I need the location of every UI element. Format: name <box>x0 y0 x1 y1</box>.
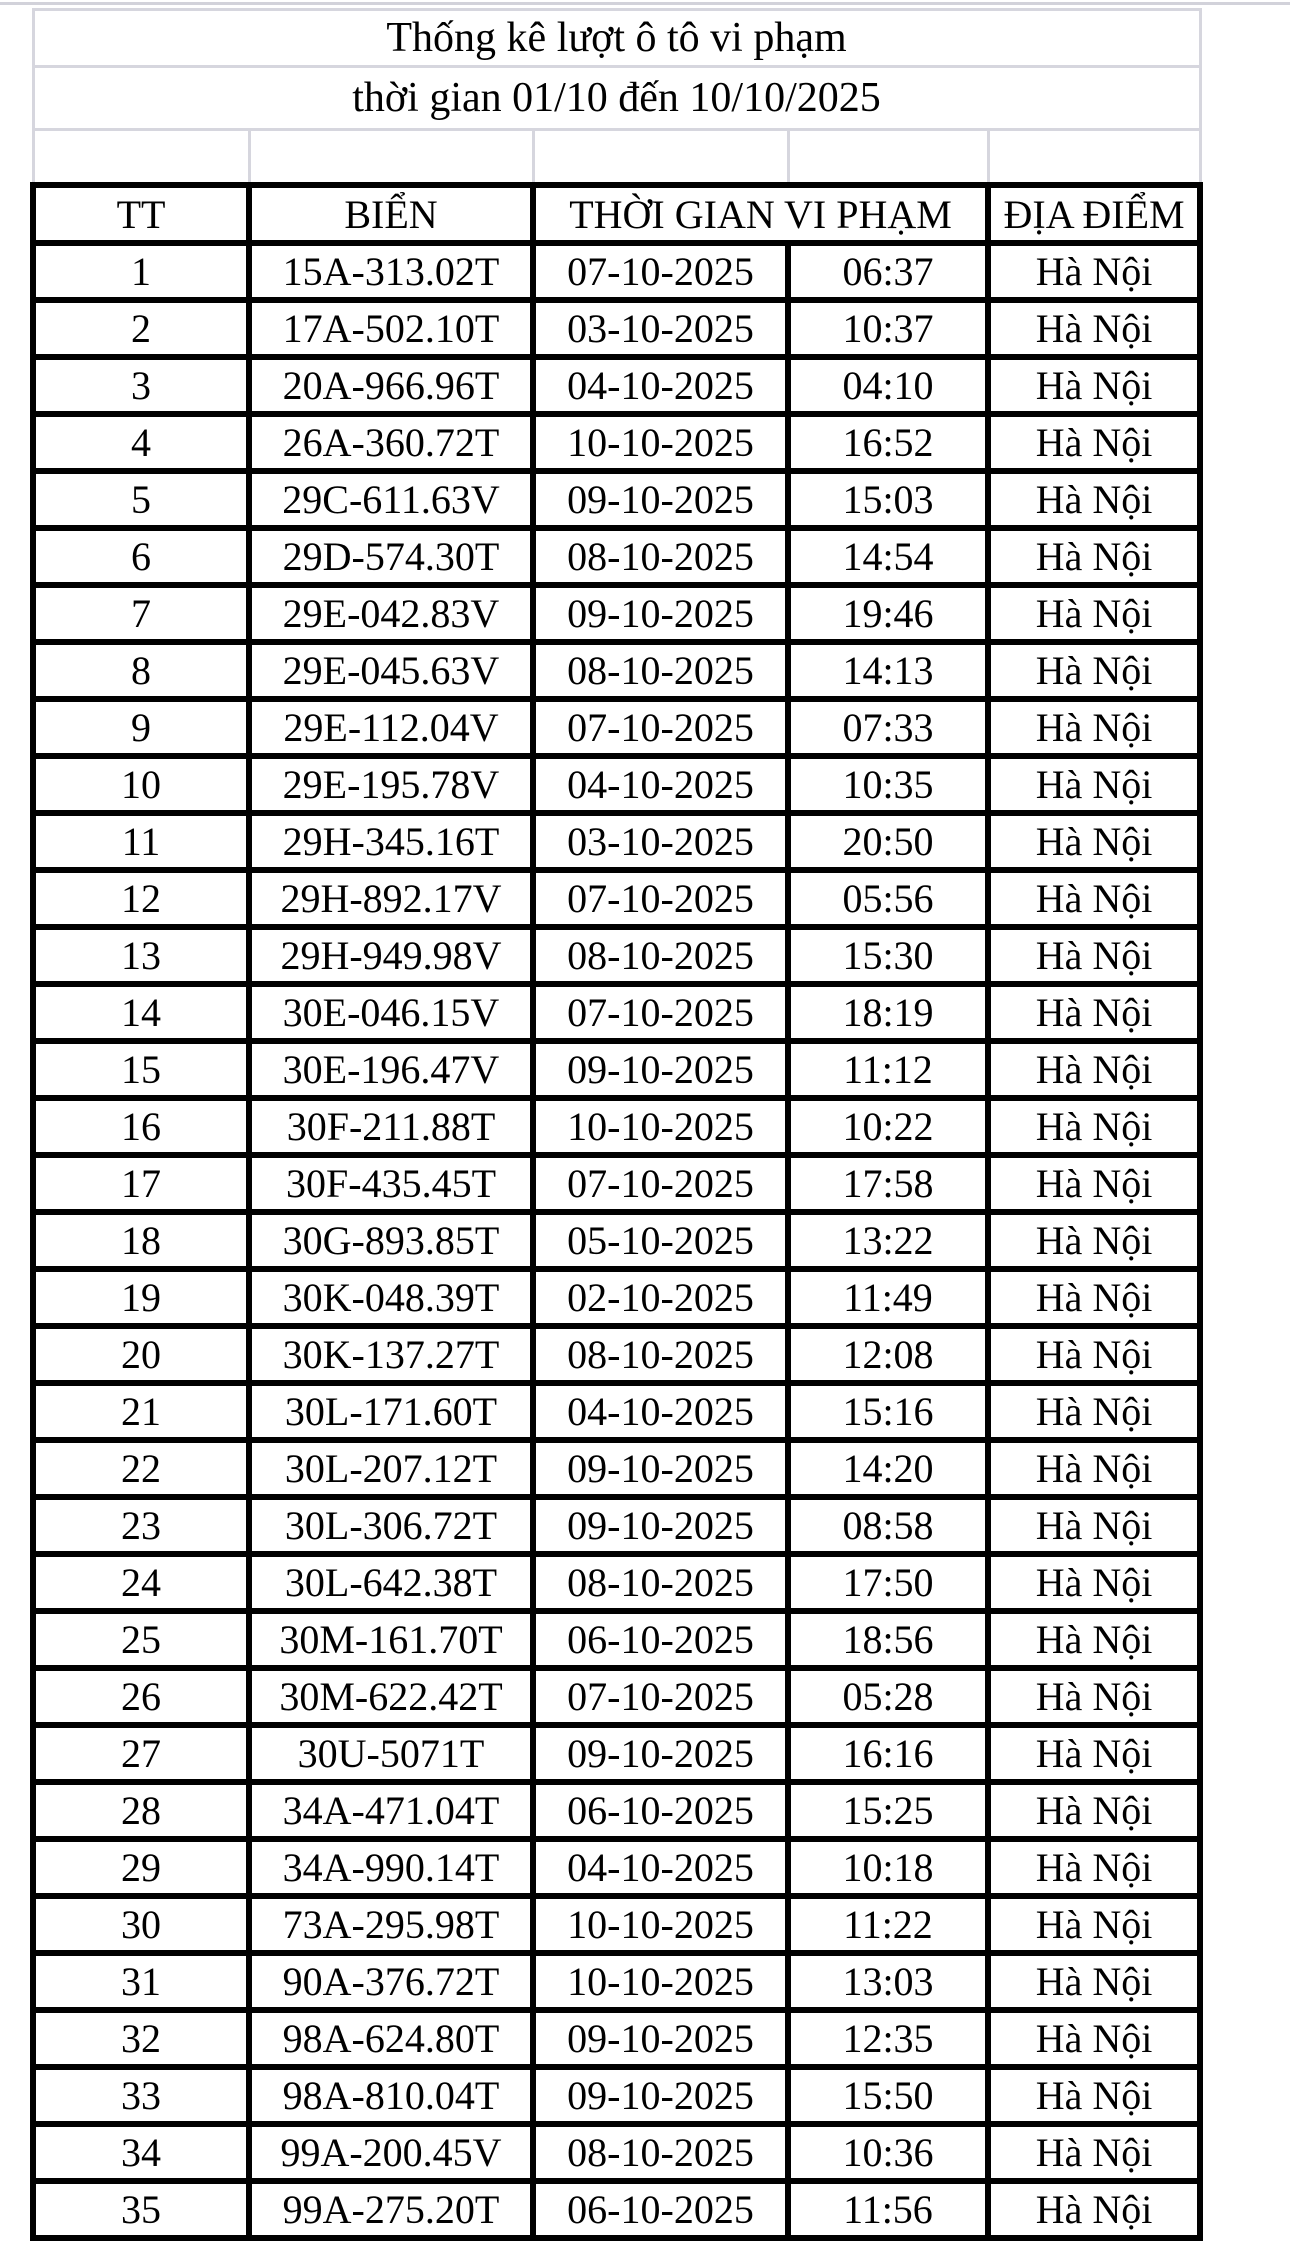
table-row <box>33 528 1200 585</box>
table-row <box>33 1383 1200 1440</box>
cell-plate: 29H-345.16T <box>249 813 533 870</box>
cell-location: Hà Nội <box>988 528 1200 585</box>
cell-date: 07-10-2025 <box>533 870 788 927</box>
cell-tt: 1 <box>33 243 249 300</box>
table-row <box>33 2124 1200 2181</box>
cell-tt: 23 <box>33 1497 249 1554</box>
cell-plate: 30L-171.60T <box>249 1383 533 1440</box>
cell-tt: 21 <box>33 1383 249 1440</box>
table-row <box>33 984 1200 1041</box>
cell-tt: 6 <box>33 528 249 585</box>
cell-location: Hà Nội <box>988 1953 1200 2010</box>
cell-location: Hà Nội <box>988 1611 1200 1668</box>
cell-location: Hà Nội <box>988 1839 1200 1896</box>
cell-plate: 29E-042.83V <box>249 585 533 642</box>
cell-tt: 4 <box>33 414 249 471</box>
spacer-cell <box>33 130 249 186</box>
cell-location: Hà Nội <box>988 1041 1200 1098</box>
table-row <box>33 1725 1200 1782</box>
cell-date: 09-10-2025 <box>533 471 788 528</box>
cell-date: 09-10-2025 <box>533 1725 788 1782</box>
cell-time: 20:50 <box>788 813 988 870</box>
cell-tt: 28 <box>33 1782 249 1839</box>
cell-time: 11:56 <box>788 2181 988 2238</box>
cell-date: 08-10-2025 <box>533 1326 788 1383</box>
cell-location: Hà Nội <box>988 1269 1200 1326</box>
cell-date: 07-10-2025 <box>533 984 788 1041</box>
cell-time: 10:35 <box>788 756 988 813</box>
cell-time: 19:46 <box>788 585 988 642</box>
cell-tt: 12 <box>33 870 249 927</box>
cell-time: 17:58 <box>788 1155 988 1212</box>
cell-date: 09-10-2025 <box>533 1041 788 1098</box>
cell-plate: 73A-295.98T <box>249 1896 533 1953</box>
spacer-cell <box>249 130 533 186</box>
cell-plate: 29D-574.30T <box>249 528 533 585</box>
cell-tt: 7 <box>33 585 249 642</box>
cell-date: 02-10-2025 <box>533 1269 788 1326</box>
cell-time: 16:52 <box>788 414 988 471</box>
cell-time: 15:16 <box>788 1383 988 1440</box>
cell-date: 04-10-2025 <box>533 1839 788 1896</box>
cell-tt: 19 <box>33 1269 249 1326</box>
table-row <box>33 1782 1200 1839</box>
cell-location: Hà Nội <box>988 1440 1200 1497</box>
header-violation-time: THỜI GIAN VI PHẠM <box>533 185 988 243</box>
cell-date: 09-10-2025 <box>533 1440 788 1497</box>
cell-time: 13:22 <box>788 1212 988 1269</box>
cell-date: 09-10-2025 <box>533 2067 788 2124</box>
violations-table <box>30 8 1203 2241</box>
table-row <box>33 699 1200 756</box>
cell-location: Hà Nội <box>988 756 1200 813</box>
cell-time: 14:54 <box>788 528 988 585</box>
cell-date: 07-10-2025 <box>533 243 788 300</box>
cell-plate: 99A-275.20T <box>249 2181 533 2238</box>
cell-location: Hà Nội <box>988 1554 1200 1611</box>
table-row <box>33 813 1200 870</box>
cell-time: 11:12 <box>788 1041 988 1098</box>
cell-plate: 30M-622.42T <box>249 1668 533 1725</box>
cell-date: 06-10-2025 <box>533 1782 788 1839</box>
table-row <box>33 1440 1200 1497</box>
cell-tt: 16 <box>33 1098 249 1155</box>
table-row <box>33 1269 1200 1326</box>
cell-tt: 24 <box>33 1554 249 1611</box>
cell-date: 10-10-2025 <box>533 414 788 471</box>
cell-tt: 22 <box>33 1440 249 1497</box>
cell-time: 18:56 <box>788 1611 988 1668</box>
table-title-line1: Thống kê lượt ô tô vi phạm <box>33 10 1200 67</box>
cell-location: Hà Nội <box>988 243 1200 300</box>
table-row <box>33 357 1200 414</box>
cell-location: Hà Nội <box>988 1497 1200 1554</box>
table-row <box>33 1668 1200 1725</box>
cell-location: Hà Nội <box>988 1155 1200 1212</box>
cell-date: 08-10-2025 <box>533 2124 788 2181</box>
cell-date: 07-10-2025 <box>533 1668 788 1725</box>
table-row <box>33 1554 1200 1611</box>
cell-plate: 30L-207.12T <box>249 1440 533 1497</box>
cell-tt: 33 <box>33 2067 249 2124</box>
cell-date: 09-10-2025 <box>533 585 788 642</box>
cell-tt: 13 <box>33 927 249 984</box>
table-row <box>33 756 1200 813</box>
cell-location: Hà Nội <box>988 699 1200 756</box>
cell-time: 14:13 <box>788 642 988 699</box>
cell-tt: 20 <box>33 1326 249 1383</box>
table-row <box>33 471 1200 528</box>
cell-time: 04:10 <box>788 357 988 414</box>
cell-tt: 9 <box>33 699 249 756</box>
table-body <box>33 243 1200 2238</box>
cell-plate: 30M-161.70T <box>249 1611 533 1668</box>
cell-tt: 27 <box>33 1725 249 1782</box>
cell-plate: 30F-435.45T <box>249 1155 533 1212</box>
cell-location: Hà Nội <box>988 2124 1200 2181</box>
cell-plate: 30F-211.88T <box>249 1098 533 1155</box>
cell-tt: 11 <box>33 813 249 870</box>
cell-date: 08-10-2025 <box>533 642 788 699</box>
cell-plate: 30K-048.39T <box>249 1269 533 1326</box>
cell-date: 10-10-2025 <box>533 1953 788 2010</box>
cell-time: 10:37 <box>788 300 988 357</box>
cell-plate: 99A-200.45V <box>249 2124 533 2181</box>
cell-date: 07-10-2025 <box>533 699 788 756</box>
cell-time: 16:16 <box>788 1725 988 1782</box>
cell-tt: 14 <box>33 984 249 1041</box>
cell-plate: 29C-611.63V <box>249 471 533 528</box>
cell-time: 11:49 <box>788 1269 988 1326</box>
cell-location: Hà Nội <box>988 1383 1200 1440</box>
cell-time: 17:50 <box>788 1554 988 1611</box>
cell-date: 05-10-2025 <box>533 1212 788 1269</box>
cell-date: 09-10-2025 <box>533 2010 788 2067</box>
cell-tt: 3 <box>33 357 249 414</box>
table-row <box>33 2067 1200 2124</box>
cell-time: 08:58 <box>788 1497 988 1554</box>
table-row <box>33 243 1200 300</box>
cell-date: 10-10-2025 <box>533 1098 788 1155</box>
cell-location: Hà Nội <box>988 1896 1200 1953</box>
table-row <box>33 870 1200 927</box>
cell-plate: 15A-313.02T <box>249 243 533 300</box>
table-row <box>33 300 1200 357</box>
cell-time: 13:03 <box>788 1953 988 2010</box>
cell-date: 06-10-2025 <box>533 1611 788 1668</box>
header-row <box>33 185 1200 243</box>
table-row <box>33 414 1200 471</box>
table-row <box>33 1212 1200 1269</box>
cell-time: 14:20 <box>788 1440 988 1497</box>
cell-tt: 25 <box>33 1611 249 1668</box>
cell-location: Hà Nội <box>988 642 1200 699</box>
cell-plate: 29E-112.04V <box>249 699 533 756</box>
cell-time: 12:08 <box>788 1326 988 1383</box>
cell-date: 09-10-2025 <box>533 1497 788 1554</box>
cell-time: 12:35 <box>788 2010 988 2067</box>
header-tt: TT <box>33 185 249 243</box>
table-row <box>33 1611 1200 1668</box>
cell-location: Hà Nội <box>988 1212 1200 1269</box>
cell-plate: 30U-5071T <box>249 1725 533 1782</box>
spacer-row <box>33 130 1200 186</box>
cell-location: Hà Nội <box>988 471 1200 528</box>
table-row <box>33 1326 1200 1383</box>
cell-location: Hà Nội <box>988 357 1200 414</box>
cell-date: 10-10-2025 <box>533 1896 788 1953</box>
cell-plate: 30E-046.15V <box>249 984 533 1041</box>
cell-time: 05:56 <box>788 870 988 927</box>
cell-date: 08-10-2025 <box>533 1554 788 1611</box>
cell-location: Hà Nội <box>988 2010 1200 2067</box>
cell-location: Hà Nội <box>988 1725 1200 1782</box>
cell-date: 06-10-2025 <box>533 2181 788 2238</box>
cell-date: 04-10-2025 <box>533 1383 788 1440</box>
table-title-line2: thời gian 01/10 đến 10/10/2025 <box>33 67 1200 130</box>
cell-tt: 31 <box>33 1953 249 2010</box>
cell-location: Hà Nội <box>988 414 1200 471</box>
cell-tt: 18 <box>33 1212 249 1269</box>
cell-plate: 30K-137.27T <box>249 1326 533 1383</box>
cell-tt: 29 <box>33 1839 249 1896</box>
cell-plate: 30E-196.47V <box>249 1041 533 1098</box>
cell-location: Hà Nội <box>988 1782 1200 1839</box>
cell-time: 06:37 <box>788 243 988 300</box>
cell-plate: 29E-045.63V <box>249 642 533 699</box>
cell-plate: 29H-949.98V <box>249 927 533 984</box>
title-row-2 <box>33 67 1200 130</box>
cell-time: 07:33 <box>788 699 988 756</box>
table-row <box>33 1497 1200 1554</box>
table-row <box>33 642 1200 699</box>
cell-location: Hà Nội <box>988 1098 1200 1155</box>
cell-plate: 98A-810.04T <box>249 2067 533 2124</box>
cell-tt: 34 <box>33 2124 249 2181</box>
cell-time: 10:18 <box>788 1839 988 1896</box>
cell-plate: 29E-195.78V <box>249 756 533 813</box>
table-row <box>33 2010 1200 2067</box>
cell-date: 03-10-2025 <box>533 300 788 357</box>
table-row <box>33 1953 1200 2010</box>
cell-tt: 35 <box>33 2181 249 2238</box>
cell-tt: 2 <box>33 300 249 357</box>
cell-date: 07-10-2025 <box>533 1155 788 1212</box>
cell-date: 04-10-2025 <box>533 756 788 813</box>
spacer-cell <box>788 130 988 186</box>
cell-time: 15:50 <box>788 2067 988 2124</box>
cell-date: 08-10-2025 <box>533 927 788 984</box>
table-row <box>33 2181 1200 2238</box>
cell-tt: 17 <box>33 1155 249 1212</box>
cell-tt: 10 <box>33 756 249 813</box>
cell-date: 03-10-2025 <box>533 813 788 870</box>
cell-tt: 5 <box>33 471 249 528</box>
spacer-cell <box>988 130 1200 186</box>
table-row <box>33 1839 1200 1896</box>
cell-time: 15:30 <box>788 927 988 984</box>
cell-tt: 30 <box>33 1896 249 1953</box>
cell-location: Hà Nội <box>988 2067 1200 2124</box>
cell-plate: 90A-376.72T <box>249 1953 533 2010</box>
table-row <box>33 927 1200 984</box>
cell-location: Hà Nội <box>988 927 1200 984</box>
cell-plate: 30L-642.38T <box>249 1554 533 1611</box>
table-row <box>33 1098 1200 1155</box>
cell-location: Hà Nội <box>988 813 1200 870</box>
table-row <box>33 585 1200 642</box>
cell-tt: 26 <box>33 1668 249 1725</box>
cell-time: 10:36 <box>788 2124 988 2181</box>
cell-tt: 32 <box>33 2010 249 2067</box>
table-row <box>33 1155 1200 1212</box>
cell-plate: 17A-502.10T <box>249 300 533 357</box>
cell-time: 11:22 <box>788 1896 988 1953</box>
cell-plate: 34A-990.14T <box>249 1839 533 1896</box>
cell-plate: 30L-306.72T <box>249 1497 533 1554</box>
cell-time: 10:22 <box>788 1098 988 1155</box>
table-row <box>33 1896 1200 1953</box>
cell-time: 18:19 <box>788 984 988 1041</box>
table-row <box>33 1041 1200 1098</box>
top-hairline-divider <box>0 2 1290 5</box>
cell-date: 04-10-2025 <box>533 357 788 414</box>
cell-date: 08-10-2025 <box>533 528 788 585</box>
cell-location: Hà Nội <box>988 1668 1200 1725</box>
cell-plate: 20A-966.96T <box>249 357 533 414</box>
cell-time: 05:28 <box>788 1668 988 1725</box>
cell-location: Hà Nội <box>988 300 1200 357</box>
spacer-cell <box>533 130 788 186</box>
cell-plate: 29H-892.17V <box>249 870 533 927</box>
cell-location: Hà Nội <box>988 1326 1200 1383</box>
cell-time: 15:25 <box>788 1782 988 1839</box>
cell-plate: 30G-893.85T <box>249 1212 533 1269</box>
cell-location: Hà Nội <box>988 984 1200 1041</box>
cell-location: Hà Nội <box>988 870 1200 927</box>
header-plate: BIỂN <box>249 185 533 243</box>
cell-location: Hà Nội <box>988 2181 1200 2238</box>
cell-time: 15:03 <box>788 471 988 528</box>
cell-plate: 98A-624.80T <box>249 2010 533 2067</box>
cell-location: Hà Nội <box>988 585 1200 642</box>
cell-plate: 26A-360.72T <box>249 414 533 471</box>
title-row-1 <box>33 10 1200 67</box>
cell-plate: 34A-471.04T <box>249 1782 533 1839</box>
cell-tt: 8 <box>33 642 249 699</box>
cell-tt: 15 <box>33 1041 249 1098</box>
header-location: ĐỊA ĐIỂM <box>988 185 1200 243</box>
